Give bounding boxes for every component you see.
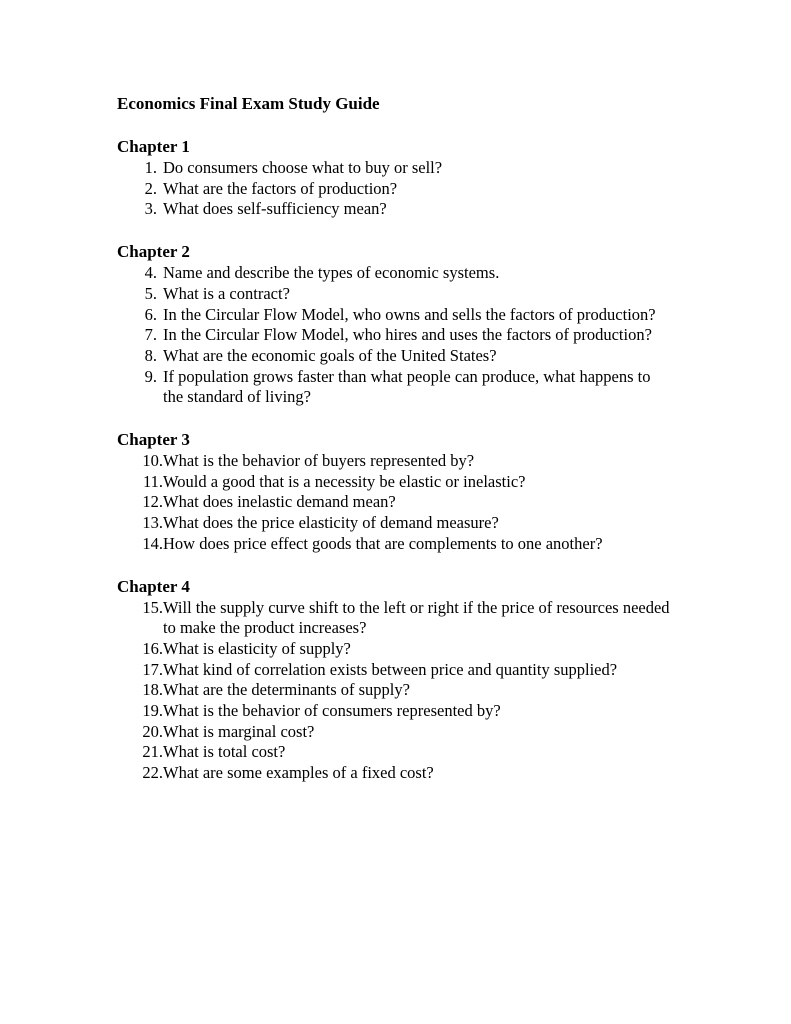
question-item	[117, 492, 737, 513]
question-number: 5.	[144, 283, 157, 303]
question-text: What does inelastic demand mean?	[163, 492, 396, 512]
question-number: 2.	[144, 178, 157, 198]
question-number: 12.	[142, 492, 163, 512]
question-text: What are the factors of production?	[163, 178, 398, 198]
question-number: 1.	[144, 158, 157, 177]
question-number: 9.	[144, 366, 157, 386]
question-item	[117, 305, 737, 326]
question-text: Do consumers choose what to buy or sell?	[163, 158, 443, 177]
question-text: In the Circular Flow Model, who owns and sells the factors of production?	[163, 304, 656, 324]
chapter-list	[117, 135, 737, 784]
question-item	[117, 284, 737, 305]
question-item	[117, 763, 737, 784]
question-number: 7.	[144, 325, 157, 345]
question-number: 4.	[144, 263, 157, 283]
chapter-section-1	[117, 135, 737, 220]
question-list	[117, 451, 737, 555]
question-list	[117, 263, 737, 408]
question-text: What does the price elasticity of demand measure?	[163, 513, 499, 533]
question-number: 22.	[142, 763, 163, 783]
question-item	[117, 199, 737, 220]
question-number: 17.	[142, 659, 163, 679]
chapter-heading: Chapter 1	[117, 137, 190, 156]
question-item	[117, 660, 737, 681]
question-text: What kind of correlation exists between price and quantity supplied?	[163, 659, 618, 679]
question-number: 3.	[144, 199, 157, 219]
question-list	[117, 158, 737, 220]
question-text: Name and describe the types of economic systems.	[163, 263, 500, 283]
question-number: 20.	[142, 721, 163, 741]
question-item	[117, 598, 737, 639]
question-number: 21.	[142, 742, 163, 762]
question-item	[117, 742, 737, 763]
question-number: 8.	[144, 345, 157, 365]
question-text: Would a good that is a necessity be elastic or inelastic?	[163, 471, 526, 491]
question-item	[117, 346, 737, 367]
question-text: What are the determinants of supply?	[163, 680, 410, 700]
question-item	[117, 263, 737, 284]
question-number: 11.	[142, 471, 163, 491]
question-item	[117, 179, 737, 200]
question-list	[117, 598, 737, 784]
question-number: 16.	[142, 638, 163, 658]
chapter-heading: Chapter 4	[117, 576, 190, 596]
question-text: What is the behavior of consumers represented by?	[163, 701, 501, 721]
question-item	[117, 639, 737, 660]
question-number: 10.	[142, 451, 163, 471]
document-title: Economics Final Exam Study Guide	[117, 94, 380, 113]
document-page	[117, 92, 737, 784]
question-item	[117, 513, 737, 534]
question-text: What is the behavior of buyers represented by?	[163, 451, 475, 471]
question-item	[117, 451, 737, 472]
question-text: What are the economic goals of the United States?	[163, 345, 497, 365]
question-text: What does self-sufficiency mean?	[163, 199, 387, 219]
question-item	[117, 534, 737, 555]
question-item	[117, 701, 737, 722]
question-number: 6.	[144, 304, 157, 324]
question-text: What is marginal cost?	[163, 721, 315, 741]
question-item	[117, 158, 737, 179]
chapter-heading: Chapter 3	[117, 430, 190, 450]
question-number: 19.	[142, 701, 163, 721]
question-text: What is total cost?	[163, 742, 286, 762]
question-item	[117, 680, 737, 701]
question-item	[117, 367, 737, 408]
question-item	[117, 325, 737, 346]
question-number: 15.	[142, 597, 163, 617]
question-number: 18.	[142, 680, 163, 700]
chapter-section-4	[117, 575, 737, 784]
question-number: 13.	[142, 513, 163, 533]
question-number: 14.	[142, 533, 163, 553]
chapter-section-3	[117, 428, 737, 555]
question-text: What is a contract?	[163, 283, 290, 303]
question-text: If population grows faster than what people can produce, what happens to the standard of living?	[163, 366, 651, 407]
chapter-section-2	[117, 240, 737, 408]
chapter-heading: Chapter 2	[117, 242, 190, 262]
question-text: How does price effect goods that are complements to one another?	[163, 533, 603, 553]
question-item	[117, 472, 737, 493]
question-item	[117, 722, 737, 743]
question-text: Will the supply curve shift to the left or right if the price of resources needed to make the product increases?	[163, 597, 670, 638]
question-text: In the Circular Flow Model, who hires and uses the factors of production?	[163, 325, 652, 345]
question-text: What is elasticity of supply?	[163, 638, 351, 658]
question-text: What are some examples of a fixed cost?	[163, 763, 434, 783]
